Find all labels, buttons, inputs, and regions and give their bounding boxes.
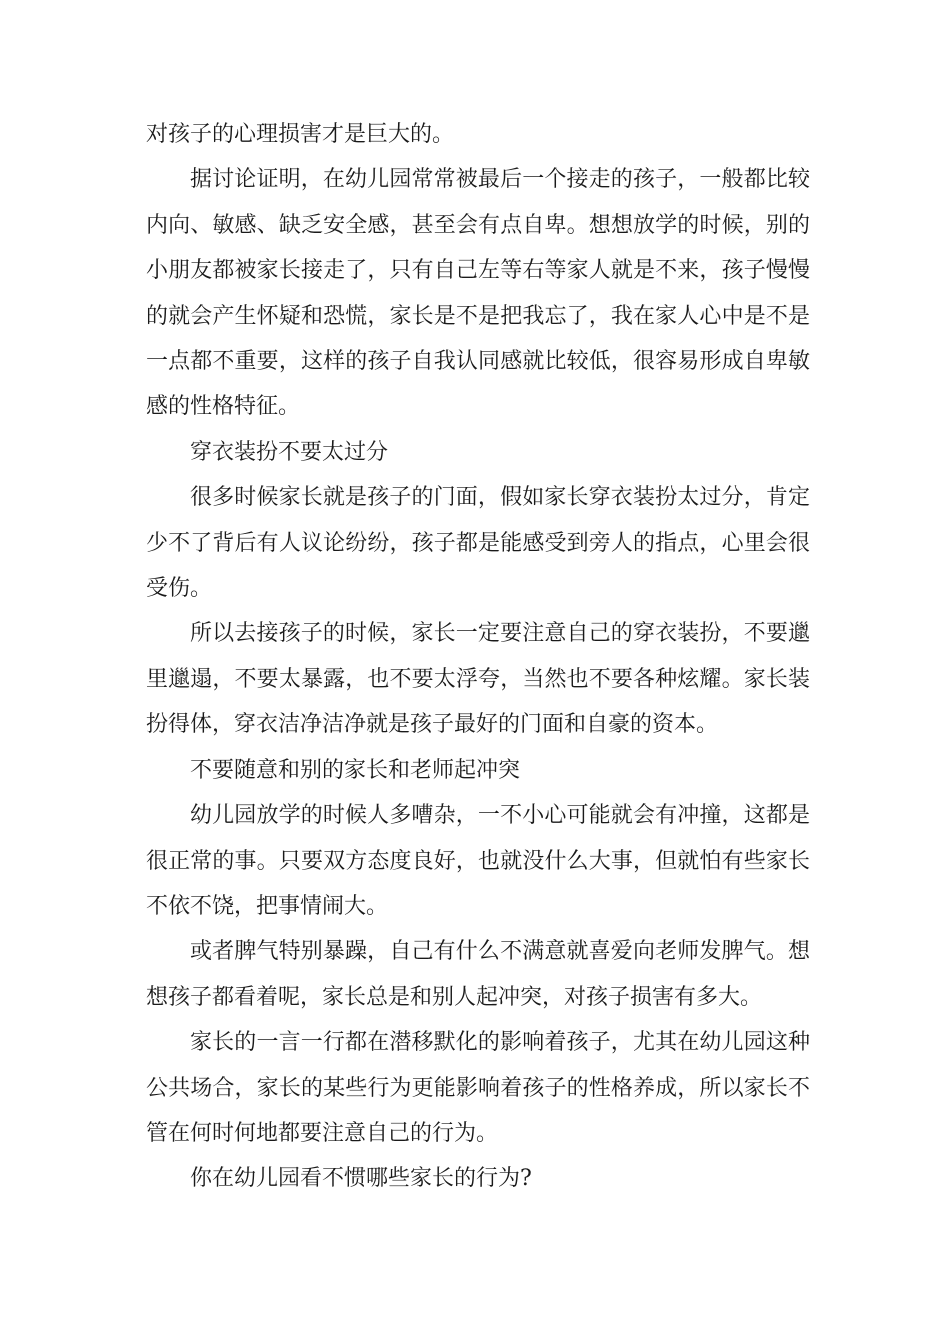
paragraph: 家长的一言一行都在潜移默化的影响着孩子，尤其在幼儿园这种公共场合，家长的某些行为更能影响着孩子的性格养成，所以家长不管在何时何地都要注意自己的行为。 <box>146 1030 810 1146</box>
section-heading: 穿衣装扮不要太过分 <box>190 439 389 465</box>
paragraph: 很多时候家长就是孩子的门面，假如家长穿衣装扮太过分，肯定少不了背后有人议论纷纷，孩子都是能感受到旁人的指点，心里会很受伤。 <box>146 485 810 602</box>
closing-question: 你在幼儿园看不惯哪些家长的行为? <box>190 1166 532 1192</box>
paragraph: 幼儿园放学的时候人多嘈杂，一不小心可能就会有冲撞，这都是很正常的事。只要双方态度良好，也就没什么大事，但就怕有些家长不依不饶，把事情闹大。 <box>146 803 810 919</box>
section-heading: 不要随意和别的家长和老师起冲突 <box>190 757 521 783</box>
document-body <box>146 112 810 1202</box>
paragraph: 据讨论证明，在幼儿园常常被最后一个接走的孩子，一般都比较内向、敏感、缺乏安全感，甚至会有点自卑。想想放学的时候，别的小朋友都被家长接走了，只有自己左等右等家人就是不来，孩子慢慢的就会产生怀疑和恐慌，家长是不是把我忘了，我在家人心中是不是一点都不重要，这样的孩子自我认同感就比较低，很容易形成自卑敏感的性格特征。 <box>146 167 810 420</box>
paragraph: 所以去接孩子的时候，家长一定要注意自己的穿衣装扮，不要邋里邋遢，不要太暴露，也不要太浮夸，当然也不要各种炫耀。家长装扮得体，穿衣洁净洁净就是孩子最好的门面和自豪的资本。 <box>146 621 810 738</box>
paragraph: 或者脾气特别暴躁，自己有什么不满意就喜爱向老师发脾气。想想孩子都看着呢，家长总是和别人起冲突，对孩子损害有多大。 <box>146 939 810 1010</box>
paragraph: 对孩子的心理损害才是巨大的。 <box>146 122 455 147</box>
